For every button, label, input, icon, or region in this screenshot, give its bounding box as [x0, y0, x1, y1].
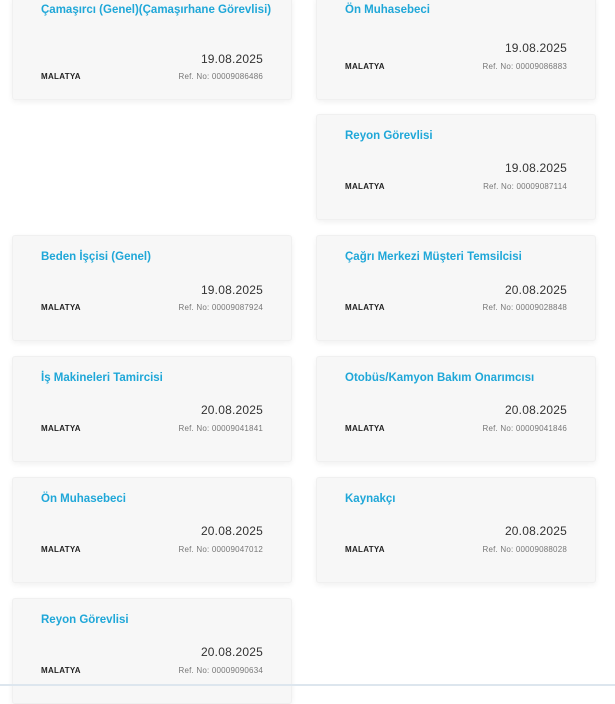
job-title[interactable]: Çağrı Merkezi Müşteri Temsilcisi — [345, 251, 522, 263]
job-date: 19.08.2025 — [200, 283, 263, 297]
job-card[interactable] — [316, 235, 596, 341]
job-title[interactable]: Ön Muhasebeci — [345, 4, 430, 16]
job-ref-number: Ref. No: 00009028848 — [482, 303, 567, 312]
job-title[interactable]: Ön Muhasebeci — [41, 493, 126, 505]
job-location: MALATYA — [345, 424, 385, 433]
job-date: 20.08.2025 — [200, 645, 263, 659]
job-location: MALATYA — [345, 303, 385, 312]
job-ref-number: Ref. No: 00009090634 — [178, 666, 263, 675]
job-ref-number: Ref. No: 00009041841 — [178, 424, 263, 433]
job-card[interactable] — [12, 356, 292, 462]
job-card[interactable] — [12, 235, 292, 341]
job-card[interactable] — [316, 356, 596, 462]
job-title[interactable]: Reyon Görevlisi — [41, 614, 129, 626]
job-card[interactable] — [316, 477, 596, 583]
job-date: 20.08.2025 — [504, 283, 567, 297]
job-location: MALATYA — [345, 182, 385, 191]
job-date: 19.08.2025 — [504, 161, 567, 175]
job-date: 20.08.2025 — [200, 524, 263, 538]
job-location: MALATYA — [41, 303, 81, 312]
job-date: 19.08.2025 — [504, 41, 567, 55]
job-ref-number: Ref. No: 00009086486 — [178, 72, 263, 81]
job-ref-number: Ref. No: 00009088028 — [482, 545, 567, 554]
job-card[interactable] — [12, 477, 292, 583]
job-location: MALATYA — [41, 666, 81, 675]
job-date: 20.08.2025 — [504, 524, 567, 538]
job-location: MALATYA — [41, 545, 81, 554]
job-title[interactable]: İş Makineleri Tamircisi — [41, 372, 163, 384]
job-ref-number: Ref. No: 00009087924 — [178, 303, 263, 312]
job-date: 20.08.2025 — [200, 403, 263, 417]
job-location: MALATYA — [41, 424, 81, 433]
job-location: MALATYA — [345, 545, 385, 554]
job-ref-number: Ref. No: 00009087114 — [483, 182, 567, 191]
job-location: MALATYA — [41, 72, 81, 81]
job-ref-number: Ref. No: 00009047012 — [178, 545, 263, 554]
job-card[interactable] — [316, 114, 596, 220]
job-location: MALATYA — [345, 62, 385, 71]
job-title[interactable]: Reyon Görevlisi — [345, 130, 433, 142]
job-title[interactable]: Otobüs/Kamyon Bakım Onarımcısı — [345, 372, 535, 384]
job-ref-number: Ref. No: 00009041846 — [482, 424, 567, 433]
job-title[interactable]: Çamaşırcı (Genel)(Çamaşırhane Görevlisi) — [41, 4, 272, 16]
job-title[interactable]: Kaynakçı — [345, 493, 396, 505]
job-card[interactable] — [12, 598, 292, 704]
job-card[interactable] — [316, 0, 596, 100]
job-card[interactable] — [12, 0, 292, 100]
job-title[interactable]: Beden İşçisi (Genel) — [41, 251, 151, 263]
job-date: 19.08.2025 — [200, 52, 263, 66]
job-date: 20.08.2025 — [504, 403, 567, 417]
job-ref-number: Ref. No: 00009086883 — [482, 62, 567, 71]
